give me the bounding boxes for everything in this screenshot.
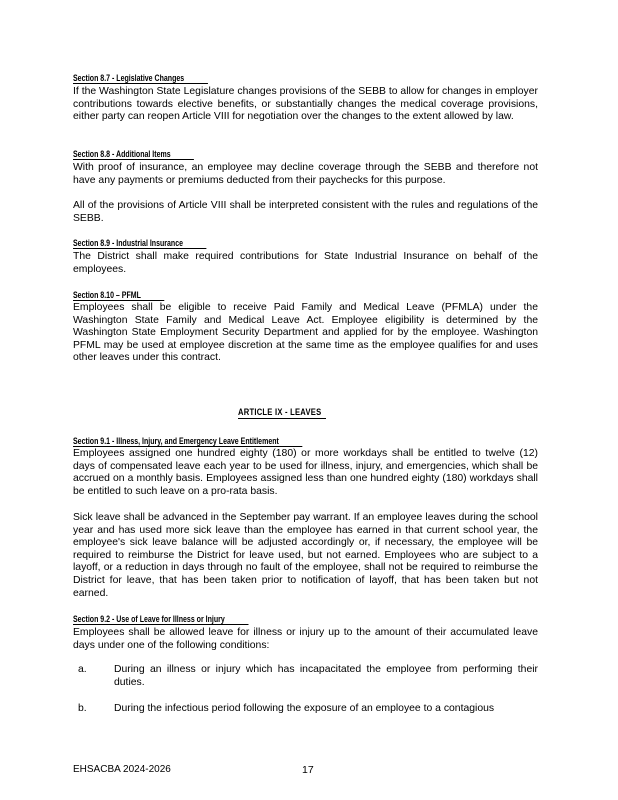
section-8-8-heading: Section 8.8 - Additional Items — [73, 149, 194, 160]
page-number: 17 — [302, 764, 314, 776]
section-8-10-heading: Section 8.10 – PFML — [73, 290, 164, 301]
section-8-8-text-1: With proof of insurance, an employee may decline coverage through the SEBB and therefore not have any payments or premiums deducted from their paychecks for this purpose. — [73, 162, 538, 186]
list-item-text: During the infectious period following the exposure of an employee to a contagious — [114, 703, 495, 714]
section-9-2-text: Employees shall be allowed leave for illness or injury up to the amount of their accumulated leave days under one of the following conditions: — [73, 627, 538, 651]
section-9-1-heading: Section 9.1 - Illness, Injury, and Emergency Leave Entitlement — [73, 436, 302, 447]
section-8-9-heading: Section 8.9 - Industrial Insurance — [73, 238, 206, 249]
section-8-9-text: The District shall make required contributions for State Industrial Insurance on behalf of the employees. — [73, 251, 538, 275]
section-8-7-heading: Section 8.7 - Legislative Changes — [73, 73, 208, 84]
section-9-1-text-1: Employees assigned one hundred eighty (180) or more workdays shall be entitled to twelve (12) days of compensated leave each year to be used for illness, injury, and emergencies, which shall be accrued on a monthly basis. Employees assigned less than one hundred eighty (180) workdays shall be entitled to such leave on a pro-rata basis. — [73, 448, 538, 497]
section-8-10-text: Employees shall be eligible to receive Paid Family and Medical Leave (PFMLA) under the Washington State Family and Medical Leave Act. Employee eligibility is determined by the Washington State Employment Security Department and applied for by the employee. Washington PFML may be used at employee discretion at the same time as the employee qualifies for and uses other leaves under this contract. — [73, 302, 538, 364]
footer-doc-id: EHSACBA 2024-2026 — [73, 764, 171, 775]
list-item-text: During an illness or injury which has incapacitated the employee from performing their duties. — [114, 664, 538, 688]
list-item-marker: b. — [78, 703, 87, 714]
section-9-1-text-2: Sick leave shall be advanced in the September pay warrant. If an employee leaves during the school year and has used more sick leave than the employee has earned in that current school year, the employee's sick leave balance will be adjusted accordingly or, if necessary, the employee will be required to reimburse the District for leave used, but not earned. Employees who are subject to a layoff, or a reduction in days through no fault of the employee, shall not be required to reimburse the District for leave, that has been taken prior to notification of layoff, that has been taken but not earned. — [73, 512, 538, 599]
section-8-7-text: If the Washington State Legislature changes provisions of the SEBB to allow for changes in employer contributions towards elective benefits, or substantially changes the medical coverage provisions, either party can reopen Article VIII for negotiation over the changes to the extent allowed by law. — [73, 86, 538, 123]
list-item-marker: a. — [78, 664, 87, 675]
section-9-2-heading: Section 9.2 - Use of Leave for Illness or Injury — [73, 614, 248, 625]
section-8-8-text-2: All of the provisions of Article VIII shall be interpreted consistent with the rules and regulations of the SEBB. — [73, 200, 538, 224]
article-title: ARTICLE IX - LEAVES — [238, 407, 326, 419]
